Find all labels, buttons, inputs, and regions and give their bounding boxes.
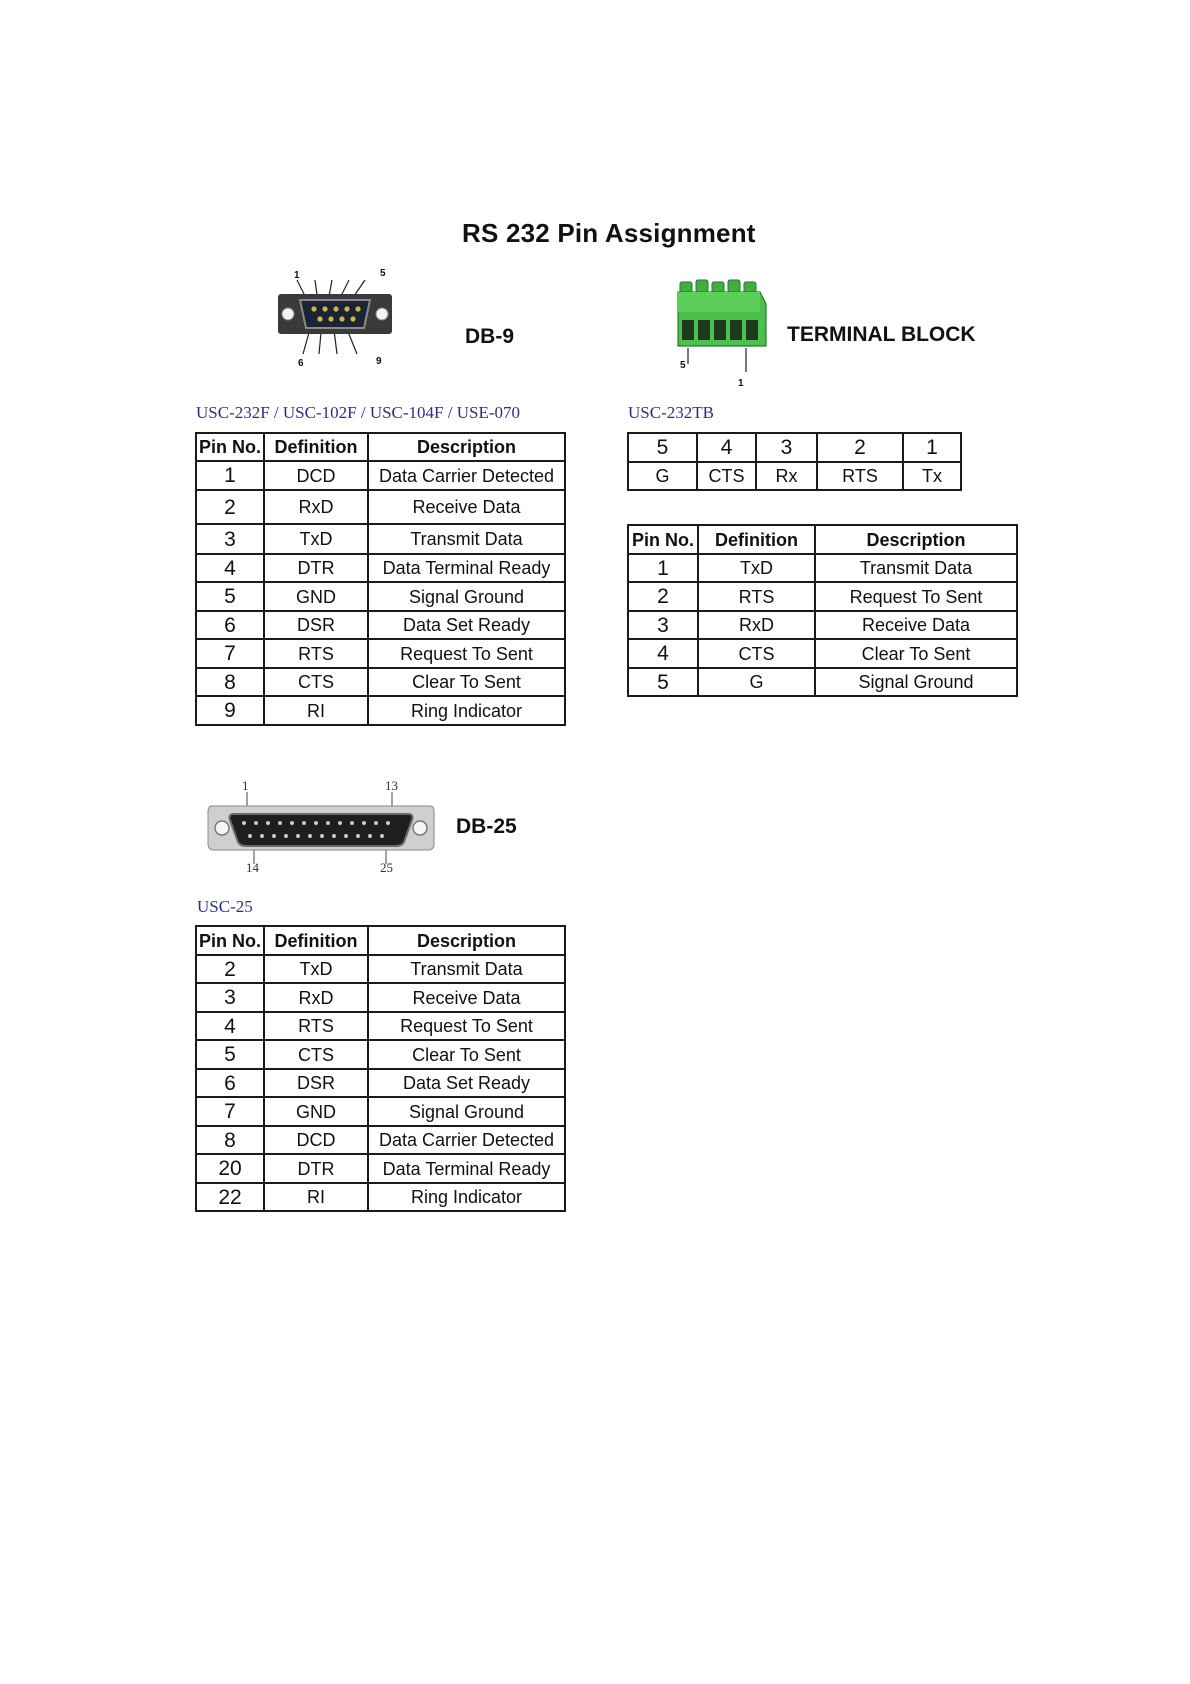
pin-number: 5 (196, 1040, 264, 1069)
pin-description: Clear To Sent (368, 668, 565, 696)
pin-description: Receive Data (815, 611, 1017, 639)
column-header: Description (815, 525, 1017, 554)
terminal-block-label: TERMINAL BLOCK (787, 323, 976, 346)
table-row (628, 611, 1017, 639)
table-row (196, 1069, 565, 1097)
pin-description: Clear To Sent (368, 1040, 565, 1069)
terminal-number-row (628, 433, 961, 462)
pin-description: Clear To Sent (815, 639, 1017, 668)
pin-definition: G (698, 668, 815, 696)
table-row (196, 668, 565, 696)
pin-definition: DTR (264, 554, 368, 582)
terminal-signal: Tx (903, 462, 961, 490)
db9-pin-label-6: 6 (298, 358, 304, 369)
pin-definition: CTS (264, 1040, 368, 1069)
pin-definition: CTS (264, 668, 368, 696)
pin-description: Receive Data (368, 983, 565, 1012)
db9-pin-label-5: 5 (380, 268, 386, 279)
db25-pin-label-25: 25 (380, 860, 393, 875)
db25-connector-image (206, 788, 436, 878)
pin-definition: DTR (264, 1154, 368, 1183)
pin-number: 20 (196, 1154, 264, 1183)
pin-definition: TxD (698, 554, 815, 582)
pin-definition: RxD (264, 983, 368, 1012)
pin-definition: GND (264, 1097, 368, 1126)
db9-models-caption: USC-232F / USC-102F / USC-104F / USE-070 (196, 403, 521, 422)
pin-number: 7 (196, 639, 264, 668)
pin-description: Signal Ground (368, 1097, 565, 1126)
table-row (196, 1097, 565, 1126)
db9-pin-table (195, 432, 566, 726)
table-row (196, 696, 565, 725)
pin-description: Data Set Ready (368, 611, 565, 639)
terminal-number: 3 (756, 433, 817, 462)
column-header: Pin No. (196, 926, 264, 955)
pin-description: Signal Ground (815, 668, 1017, 696)
terminal-signal: CTS (697, 462, 756, 490)
pin-number: 4 (628, 639, 698, 668)
pin-description: Request To Sent (815, 582, 1017, 611)
pin-number: 8 (196, 1126, 264, 1154)
pin-definition: RTS (264, 1012, 368, 1040)
pin-description: Data Set Ready (368, 1069, 565, 1097)
column-header: Description (368, 926, 565, 955)
pin-description: Transmit Data (815, 554, 1017, 582)
table-row (196, 1183, 565, 1211)
pin-number: 8 (196, 668, 264, 696)
pin-number: 4 (196, 1012, 264, 1040)
db9-label: DB-9 (465, 325, 515, 348)
db25-pin-label-14: 14 (246, 860, 259, 875)
table-row (196, 1126, 565, 1154)
pin-number: 3 (196, 983, 264, 1012)
pin-description: Data Carrier Detected (368, 1126, 565, 1154)
db25-pin-table (195, 925, 566, 1212)
table-row (196, 611, 565, 639)
table-row (628, 668, 1017, 696)
terminal-block-model-caption: USC-232TB (628, 403, 714, 422)
pin-number: 5 (628, 668, 698, 696)
pin-description: Request To Sent (368, 1012, 565, 1040)
pin-number: 1 (628, 554, 698, 582)
terminal-number: 1 (903, 433, 961, 462)
terminal-signal: G (628, 462, 697, 490)
db25-pin-label-13: 13 (385, 778, 398, 793)
db25-model-caption: USC-25 (197, 897, 253, 916)
table-row (196, 955, 565, 983)
table-row (196, 461, 565, 490)
column-header: Definition (264, 926, 368, 955)
db25-label: DB-25 (456, 815, 517, 838)
pin-definition: DCD (264, 1126, 368, 1154)
table-row (196, 639, 565, 668)
pin-description: Transmit Data (368, 524, 565, 554)
column-header: Pin No. (628, 525, 698, 554)
pin-definition: RTS (264, 639, 368, 668)
db25-pin-label-1: 1 (242, 778, 249, 793)
pin-definition: DSR (264, 611, 368, 639)
table-row (628, 639, 1017, 668)
pin-number: 3 (628, 611, 698, 639)
pin-number: 2 (196, 490, 264, 524)
terminal-block-pin-label-5: 5 (680, 360, 686, 371)
pin-number: 22 (196, 1183, 264, 1211)
pin-definition: TxD (264, 955, 368, 983)
pin-number: 2 (628, 582, 698, 611)
pin-definition: RI (264, 1183, 368, 1211)
column-header: Definition (698, 525, 815, 554)
terminal-signal: Rx (756, 462, 817, 490)
table-row (196, 1154, 565, 1183)
table-row (196, 1012, 565, 1040)
terminal-signal-row (628, 462, 961, 490)
terminal-number: 5 (628, 433, 697, 462)
pin-number: 1 (196, 461, 264, 490)
table-row (196, 554, 565, 582)
column-header: Definition (264, 433, 368, 461)
pin-description: Transmit Data (368, 955, 565, 983)
column-header: Description (368, 433, 565, 461)
pin-number: 6 (196, 1069, 264, 1097)
pin-number: 4 (196, 554, 264, 582)
pin-definition: DSR (264, 1069, 368, 1097)
pin-definition: RxD (698, 611, 815, 639)
pin-description: Request To Sent (368, 639, 565, 668)
pin-definition: RTS (698, 582, 815, 611)
pin-definition: DCD (264, 461, 368, 490)
pin-number: 7 (196, 1097, 264, 1126)
terminal-block-image (674, 276, 784, 380)
pin-description: Data Terminal Ready (368, 1154, 565, 1183)
table-row (628, 554, 1017, 582)
pin-definition: CTS (698, 639, 815, 668)
pin-description: Ring Indicator (368, 1183, 565, 1211)
pin-description: Data Terminal Ready (368, 554, 565, 582)
pin-number: 6 (196, 611, 264, 639)
terminal-block-pin-table (627, 524, 1018, 697)
terminal-block-map-table (627, 432, 962, 491)
pin-definition: RI (264, 696, 368, 725)
table-row (196, 490, 565, 524)
pin-description: Signal Ground (368, 582, 565, 611)
table-row (196, 983, 565, 1012)
pin-number: 2 (196, 955, 264, 983)
table-row (196, 582, 565, 611)
db9-connector-image (270, 266, 400, 366)
pin-definition: TxD (264, 524, 368, 554)
pin-definition: GND (264, 582, 368, 611)
page-title: RS 232 Pin Assignment (462, 218, 756, 248)
table-row (628, 582, 1017, 611)
table-row (196, 1040, 565, 1069)
pin-description: Receive Data (368, 490, 565, 524)
pin-description: Ring Indicator (368, 696, 565, 725)
terminal-signal: RTS (817, 462, 903, 490)
table-row (196, 524, 565, 554)
pin-definition: RxD (264, 490, 368, 524)
column-header: Pin No. (196, 433, 264, 461)
db9-pin-label-9: 9 (376, 356, 382, 367)
terminal-number: 2 (817, 433, 903, 462)
pin-description: Data Carrier Detected (368, 461, 565, 490)
terminal-block-pin-label-1: 1 (738, 378, 744, 389)
db9-pin-label-1: 1 (294, 270, 300, 281)
pin-number: 5 (196, 582, 264, 611)
pin-number: 3 (196, 524, 264, 554)
pin-number: 9 (196, 696, 264, 725)
terminal-number: 4 (697, 433, 756, 462)
